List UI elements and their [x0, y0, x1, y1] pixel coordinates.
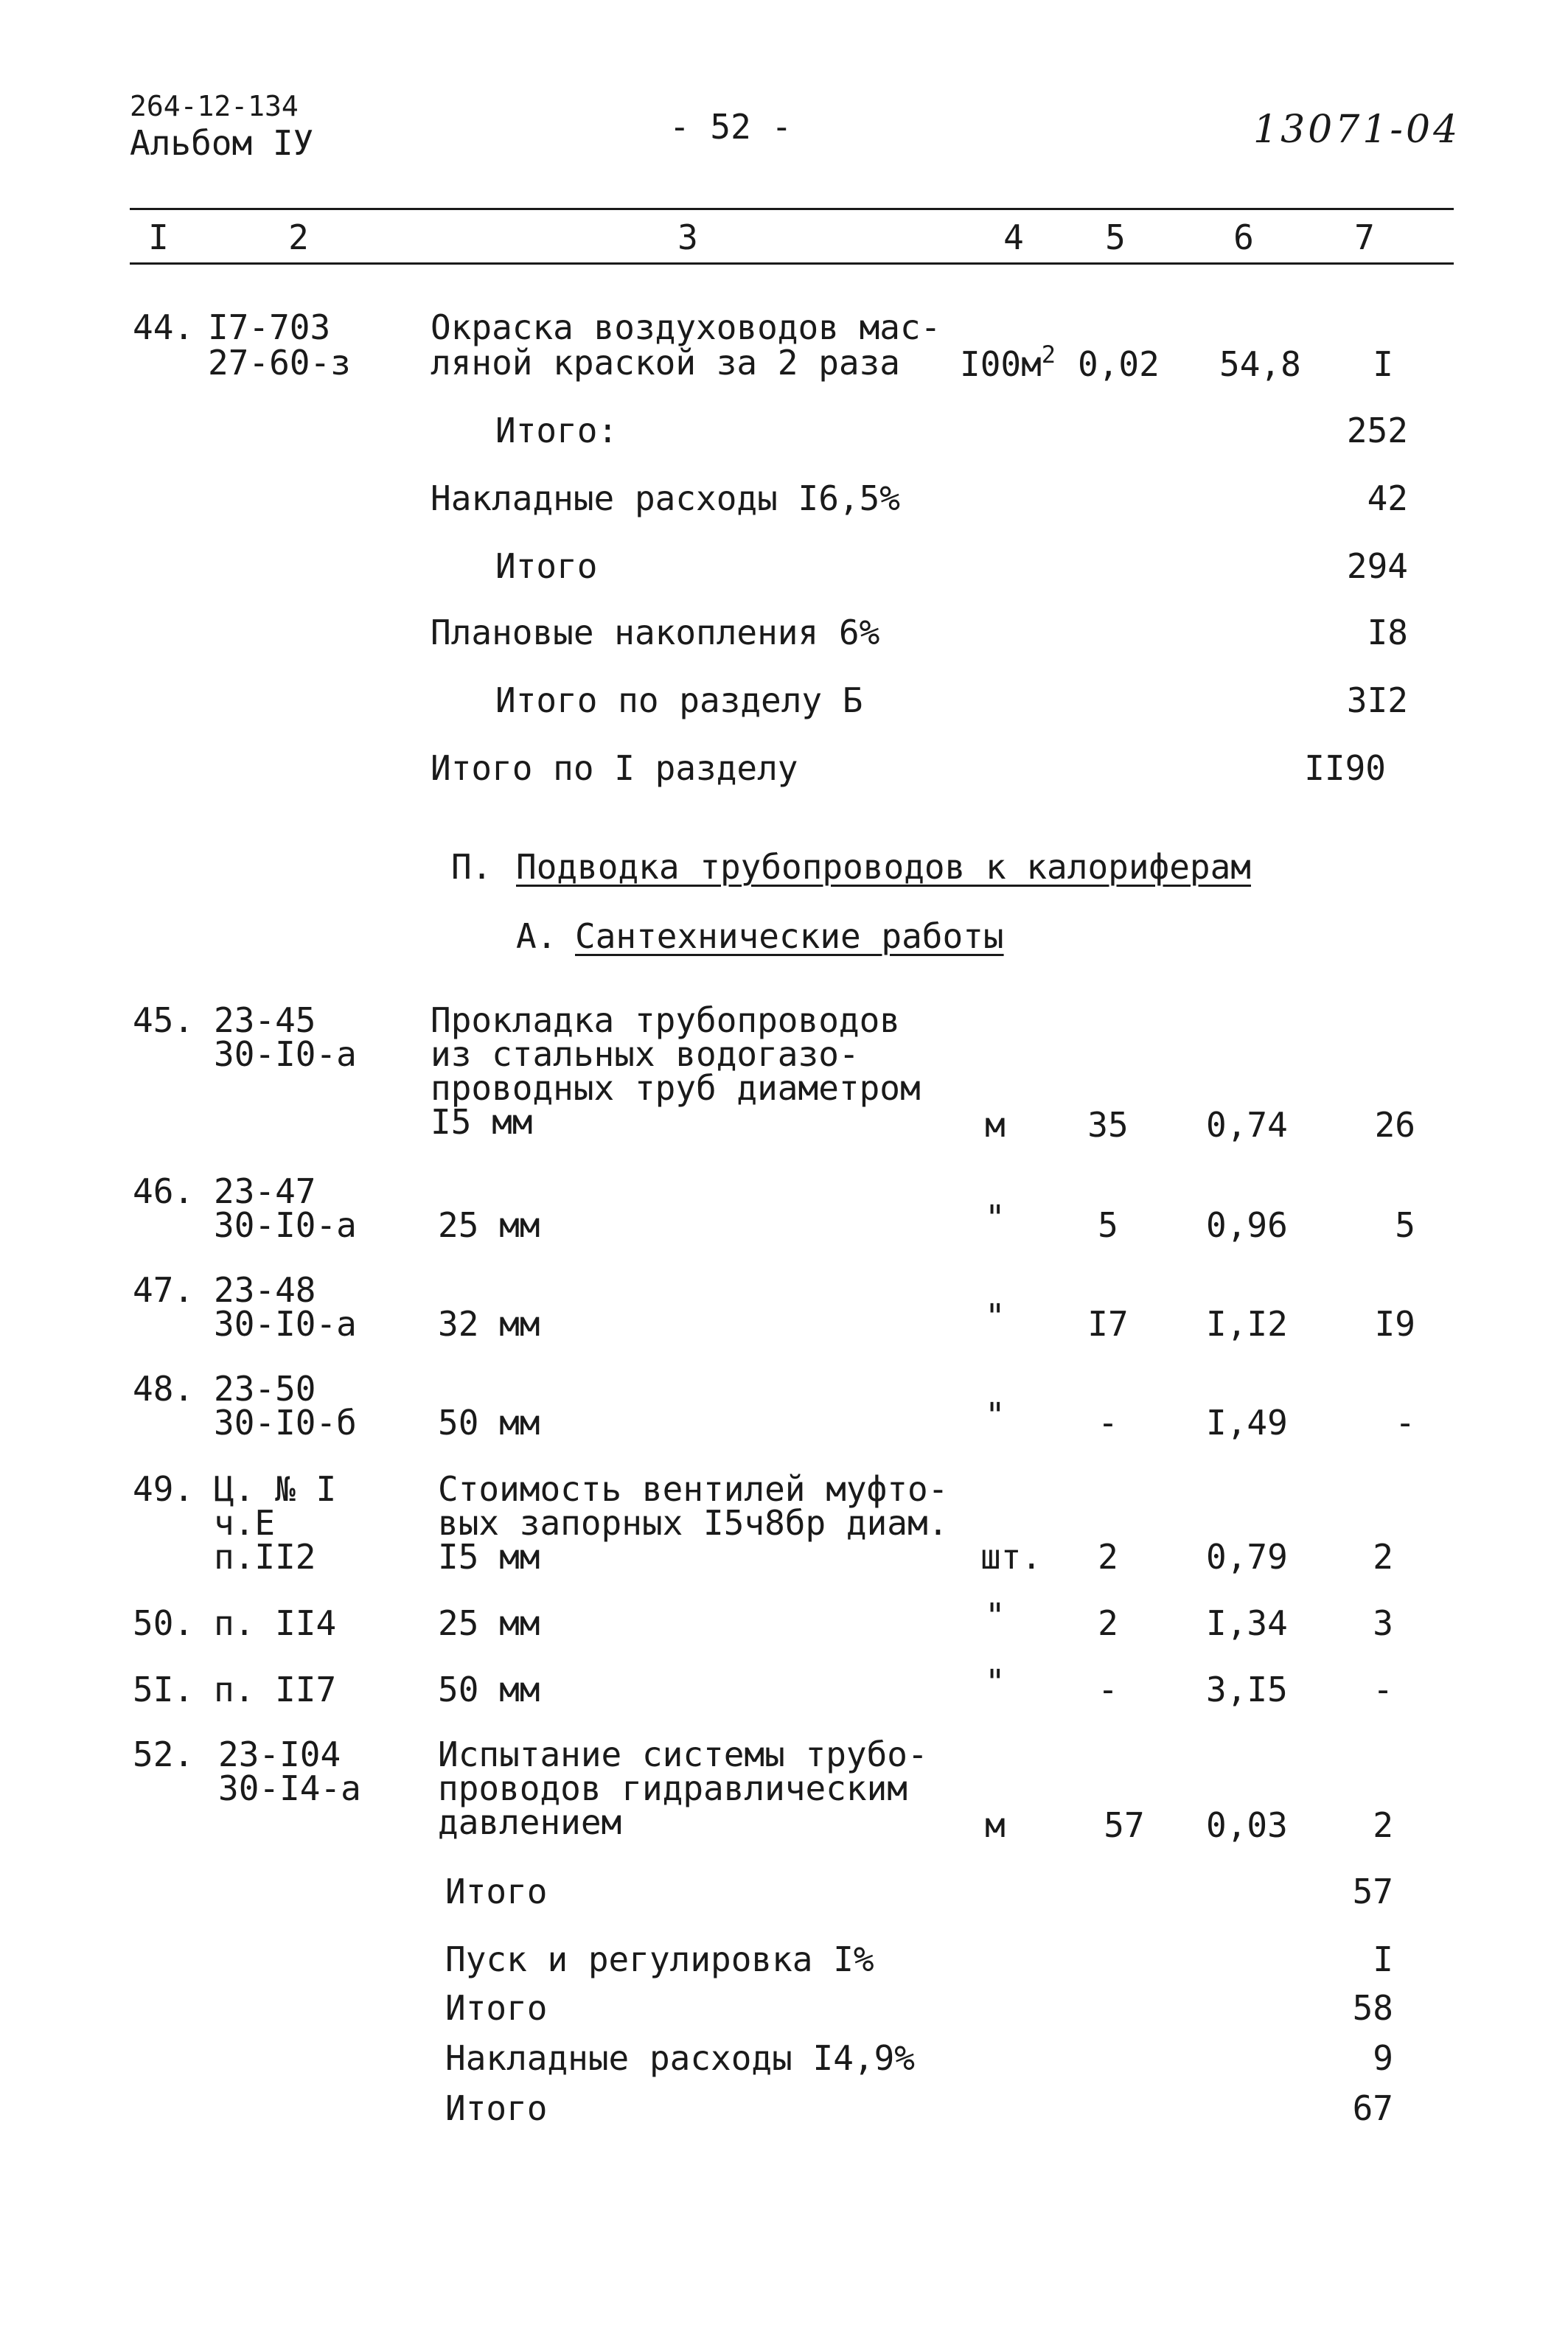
- row49-desc1: Стоимость вентилей муфто-: [438, 1469, 949, 1509]
- row45-code2: 30-I0-а: [214, 1034, 357, 1074]
- row45-code1: 23-45: [214, 1000, 316, 1040]
- row52-code2: 30-I4-а: [218, 1768, 361, 1808]
- row46-total: 5: [1395, 1205, 1415, 1245]
- row51-unit: ": [985, 1662, 1006, 1702]
- row46-price: 0,96: [1206, 1205, 1288, 1245]
- header-rule-bottom: [130, 262, 1454, 265]
- row49-num: 49.: [133, 1469, 195, 1509]
- summary1-value-4: 3I2: [1346, 680, 1408, 720]
- row51-num: 5I.: [133, 1670, 195, 1709]
- summary2-label-4: Итого: [445, 2088, 548, 2128]
- row49-desc3: I5 мм: [438, 1537, 540, 1577]
- row45-desc4: I5 мм: [431, 1102, 533, 1142]
- row46-desc: 25 мм: [438, 1205, 540, 1245]
- row46-unit: ": [985, 1198, 1006, 1238]
- summary1-value-1: 42: [1367, 478, 1408, 518]
- summary2-value-3: 9: [1373, 2038, 1393, 2078]
- row44-code1: I7-703: [208, 307, 331, 347]
- row49-unit: шт.: [980, 1537, 1042, 1577]
- page-number: - 52 -: [669, 107, 792, 147]
- row48-code2: 30-I0-б: [214, 1403, 357, 1443]
- col-header-5: 5: [1105, 217, 1126, 257]
- row50-desc: 25 мм: [438, 1603, 540, 1643]
- summary1-value-0: 252: [1346, 411, 1408, 450]
- header-rule-top: [130, 208, 1454, 210]
- row45-price: 0,74: [1206, 1105, 1288, 1145]
- section2-title: Подводка трубопроводов к калориферам: [516, 847, 1251, 887]
- summary2-label-1: Пуск и регулировка I%: [445, 1939, 874, 1979]
- row47-qty: I7: [1087, 1304, 1129, 1344]
- row52-num: 52.: [133, 1734, 195, 1774]
- row48-num: 48.: [133, 1369, 195, 1409]
- row51-price: 3,I5: [1206, 1670, 1288, 1709]
- row45-desc1: Прокладка трубопроводов: [431, 1000, 900, 1040]
- row47-desc: 32 мм: [438, 1304, 540, 1344]
- row46-code1: 23-47: [214, 1171, 316, 1211]
- summary2-value-4: 67: [1352, 2088, 1393, 2128]
- row52-qty: 57: [1104, 1805, 1145, 1845]
- row47-total: I9: [1374, 1304, 1415, 1344]
- summary1-value-5: II90: [1304, 748, 1386, 788]
- col-header-3: 3: [677, 217, 698, 257]
- row45-total: 26: [1374, 1105, 1415, 1145]
- row48-unit: ": [985, 1395, 1006, 1435]
- row48-qty: -: [1098, 1403, 1118, 1443]
- row45-num: 45.: [133, 1000, 195, 1040]
- row49-total: 2: [1373, 1537, 1393, 1577]
- row49-code1: Ц. № I: [214, 1469, 337, 1509]
- row50-unit: ": [985, 1596, 1006, 1636]
- row44-desc2: ляной краской за 2 раза: [431, 343, 900, 383]
- row44-unit: $I00м^2$: [960, 341, 1056, 384]
- row48-price: I,49: [1206, 1403, 1288, 1443]
- album-name: Альбом IУ: [130, 123, 314, 163]
- row47-unit: ": [985, 1297, 1006, 1336]
- doc-number: 13071-04: [1253, 108, 1461, 152]
- row52-desc2: проводов гидравлическим: [438, 1768, 907, 1808]
- album-code: 264-12-134: [130, 90, 299, 122]
- row44-price: 54,8: [1219, 344, 1301, 384]
- row47-code2: 30-I0-а: [214, 1304, 357, 1344]
- row44-desc1: Окраска воздуховодов мас-: [431, 307, 941, 347]
- row52-unit: м: [985, 1805, 1006, 1845]
- row47-price: I,I2: [1206, 1304, 1288, 1344]
- summary2-value-0: 57: [1352, 1872, 1393, 1911]
- row52-desc3: давлением: [438, 1802, 622, 1842]
- row51-desc: 50 мм: [438, 1670, 540, 1709]
- section2-sub-title: Сантехнические работы: [575, 916, 1004, 956]
- row45-unit: м: [985, 1105, 1006, 1145]
- col-header-6: 6: [1233, 217, 1254, 257]
- summary2-label-2: Итого: [445, 1988, 548, 2028]
- row51-qty: -: [1098, 1670, 1118, 1709]
- summary1-label-3: Плановые накопления 6%: [431, 613, 880, 652]
- row49-code2: ч.Е: [214, 1503, 276, 1543]
- row44-total: I: [1373, 344, 1393, 384]
- row51-total: -: [1373, 1670, 1393, 1709]
- col-header-7: 7: [1354, 217, 1375, 257]
- summary2-value-2: 58: [1352, 1988, 1393, 2028]
- row48-total: -: [1395, 1403, 1415, 1443]
- row52-desc1: Испытание системы трубо-: [438, 1734, 928, 1774]
- row49-desc2: вых запорных I5ч8бр диам.: [438, 1503, 949, 1543]
- row46-qty: 5: [1098, 1205, 1118, 1245]
- row49-code3: п.II2: [214, 1537, 316, 1577]
- col-header-4: 4: [1003, 217, 1024, 257]
- summary1-value-3: I8: [1367, 613, 1408, 652]
- row44-qty: 0,02: [1078, 344, 1160, 384]
- row52-code1: 23-I04: [218, 1734, 341, 1774]
- row44-code2: 27-60-з: [208, 343, 351, 383]
- row44-num: 44.: [133, 307, 195, 347]
- col-header-1: I: [148, 217, 169, 257]
- summary1-label-5: Итого по I разделу: [431, 748, 798, 788]
- row48-desc: 50 мм: [438, 1403, 540, 1443]
- col-header-2: 2: [288, 217, 309, 257]
- row49-qty: 2: [1098, 1537, 1118, 1577]
- summary2-label-3: Накладные расходы I4,9%: [445, 2038, 915, 2078]
- summary1-label-4: Итого по разделу Б: [495, 680, 863, 720]
- section2-prefix: П.: [451, 847, 492, 887]
- row52-total: 2: [1373, 1805, 1393, 1845]
- summary2-value-1: I: [1373, 1939, 1393, 1979]
- row49-price: 0,79: [1206, 1537, 1288, 1577]
- row46-code2: 30-I0-а: [214, 1205, 357, 1245]
- row51-code1: п. II7: [214, 1670, 337, 1709]
- summary1-label-2: Итого: [495, 546, 598, 586]
- row45-desc2: из стальных водогазо-: [431, 1034, 860, 1074]
- row50-code1: п. II4: [214, 1603, 337, 1643]
- row50-num: 50.: [133, 1603, 195, 1643]
- row48-code1: 23-50: [214, 1369, 316, 1409]
- summary1-value-2: 294: [1346, 546, 1408, 586]
- row46-num: 46.: [133, 1171, 195, 1211]
- row47-num: 47.: [133, 1270, 195, 1310]
- summary1-label-0: Итого:: [495, 411, 619, 450]
- summary1-label-1: Накладные расходы I6,5%: [431, 478, 900, 518]
- row47-code1: 23-48: [214, 1270, 316, 1310]
- summary2-label-0: Итого: [445, 1872, 548, 1911]
- row50-total: 3: [1373, 1603, 1393, 1643]
- row45-qty: 35: [1087, 1105, 1129, 1145]
- row50-qty: 2: [1098, 1603, 1118, 1643]
- section2-sub-prefix: А.: [516, 916, 557, 956]
- row52-price: 0,03: [1206, 1805, 1288, 1845]
- row50-price: I,34: [1206, 1603, 1288, 1643]
- row45-desc3: проводных труб диаметром: [431, 1068, 921, 1108]
